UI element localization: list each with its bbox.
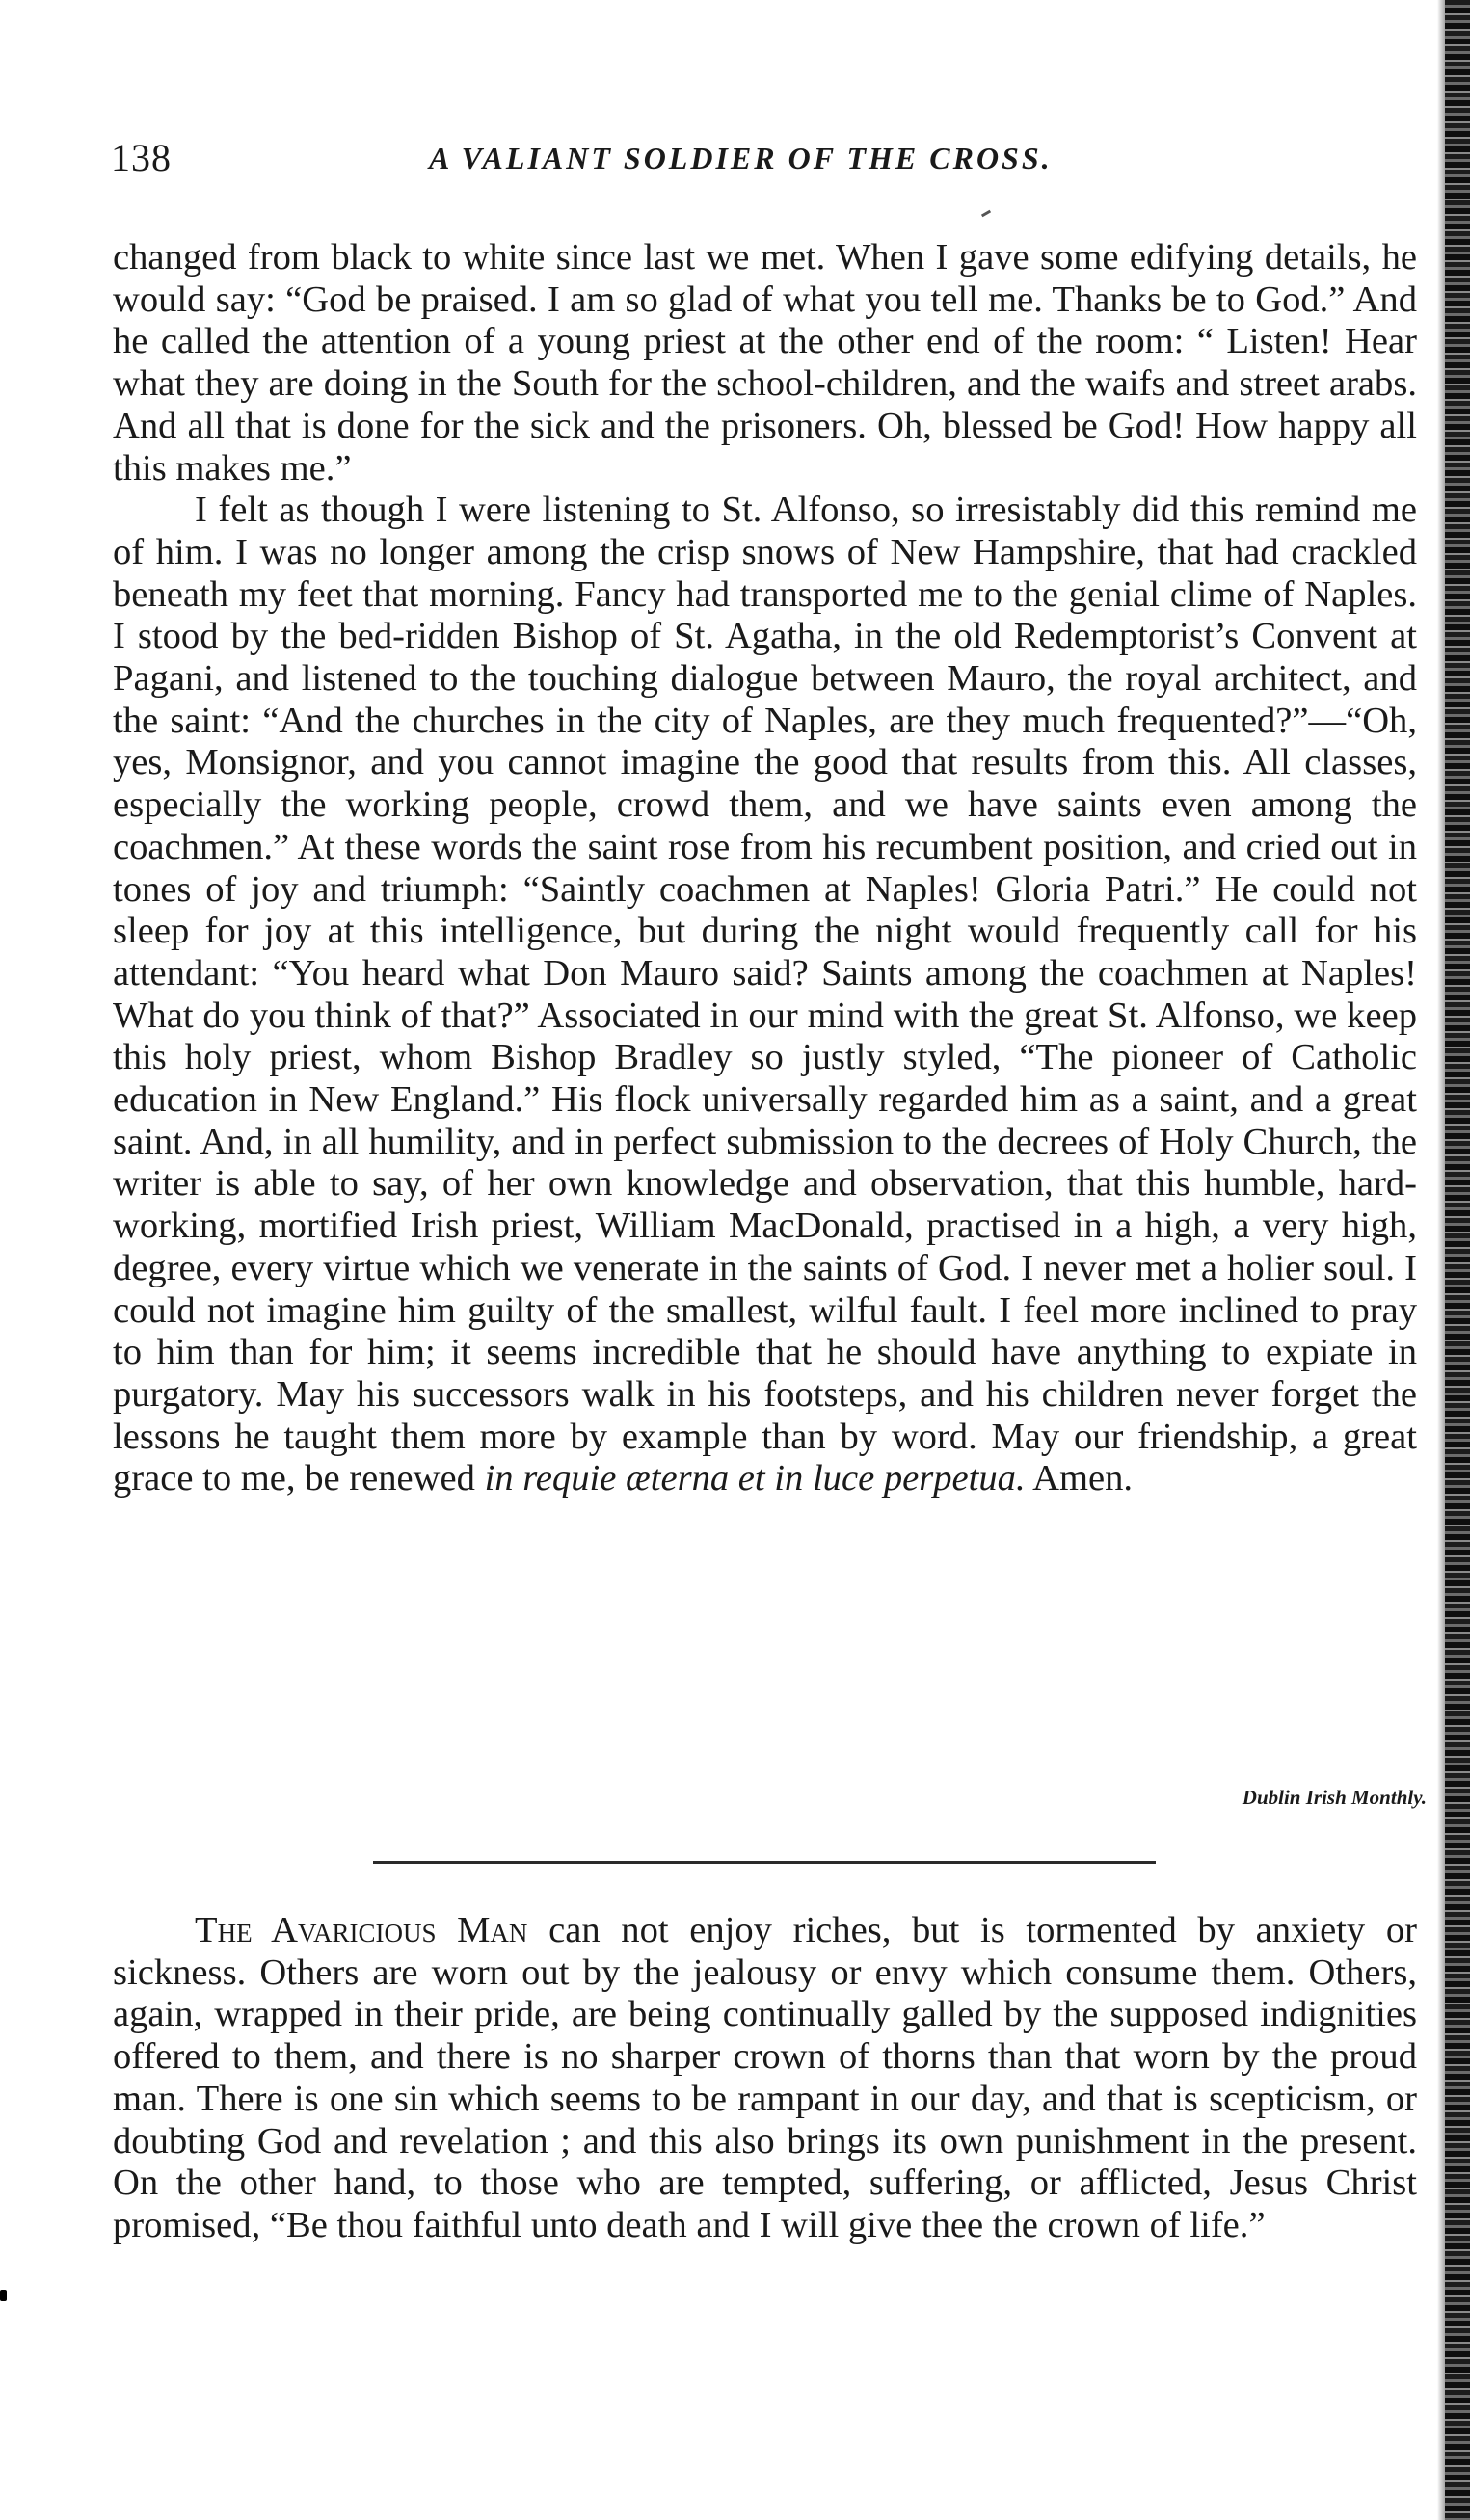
paragraph-avaricious-man — [113, 1910, 1417, 2247]
paragraph-continued: changed from black to white since last we met. When I gave some edifying details, he would say: “God be praised. I am so glad of what you tell me. Thanks be to God.” And he called the attention of a young priest at the other end of the room: “ Listen! Hear what they are doing in the South for the school-children, and the waifs and street arabs. And all that is done for the sick and the prisoners. Oh, blessed be God! How happy all this makes me.” — [113, 237, 1417, 489]
source-attribution: Dublin Irish Monthly. — [1242, 1786, 1427, 1809]
latin-phrase: in requie æterna et in luce perpetua. — [484, 1458, 1026, 1499]
running-title: A VALIANT SOLDIER OF THE CROSS. — [429, 141, 1053, 175]
running-head — [111, 135, 1412, 181]
lead-in-smallcaps: The Avaricious Man — [195, 1910, 528, 1950]
section-divider — [373, 1861, 1156, 1864]
second-article-text — [113, 1910, 1417, 2247]
page-number: 138 — [111, 136, 172, 179]
scanned-page-edge — [1445, 0, 1470, 2520]
stray-ink-dot — [0, 2290, 7, 2301]
paragraph-avaricious-text: can not enjoy riches, but is tormented by anxiety or sickness. Others are worn out by the jealousy or envy which consume them. Others, again, wrapped in their pride, are being continually galled by the supposed indignities offered to them, and there is no sharper crown of thorns than that worn by the proud man. There is one sin which seems to be rampant in our day, and that is scepticism, or doubting God and revelation ; and this also brings its own punishment in the present. On the other hand, to those who are tempted, suffering, or afflicted, Jesus Christ promised, “Be thou faithful unto death and I will give thee the crown of life.” — [113, 1910, 1418, 2245]
article-text — [113, 237, 1417, 1500]
closing-amen: Amen. — [1025, 1458, 1134, 1499]
paragraph-alfonso — [113, 490, 1417, 1500]
paragraph-alfonso-text: I felt as though I were listening to St. Alfonso, so irresistably did this remind me of him. I was no longer among the crisp snows of New Hampshire, that had crackled beneath my feet that morning. Fancy had transported me to the genial clime of Naples. I stood by the bed-ridden Bishop of St. Agatha, in the old Redemptorist’s Convent at Pagani, and listened to the touching dialogue between Mauro, the royal architect, and the saint: “And the churches in the city of Naples, are they much frequented?”—“Oh, yes, Monsignor, and you cannot imagine the good that results from this. All classes, especially the working people, crowd them, and we have saints even among the coachmen.” At these words the saint rose from his recumbent position, and cried out in tones of joy and triumph: “Saintly coachmen at Naples! Gloria Patri.” He could not sleep for joy at this intelligence, but during the night would frequently call for his attendant: “You heard what Don Mauro said? Saints among the coachmen at Naples! What do you think of that?” Associated in our mind with the great St. Alfonso, we keep this holy priest, whom Bishop Bradley so justly styled, “The pioneer of Catholic education in New England.” His flock universally regarded him as a saint, and a great saint. And, in all humility, and in perfect submission to the decrees of Holy Church, the writer is able to say, of her own knowledge and observation, that this humble, hard-working, mortified Irish priest, William MacDonald, practised in a high, a very high, degree, every virtue which we venerate in the saints of God. I never met a holier soul. I could not imagine him guilty of the smallest, wilful fault. I feel more inclined to pray to him than for him; it seems incredible that he should have anything to expiate in purgatory. May his successors walk in his footsteps, and his children never forget the lessons he taught them more by example than by word. May our friendship, a great grace to me, be renewed — [113, 490, 1417, 1499]
page-edge-shadow — [1437, 0, 1445, 2520]
ink-tick-mark — [981, 210, 991, 218]
